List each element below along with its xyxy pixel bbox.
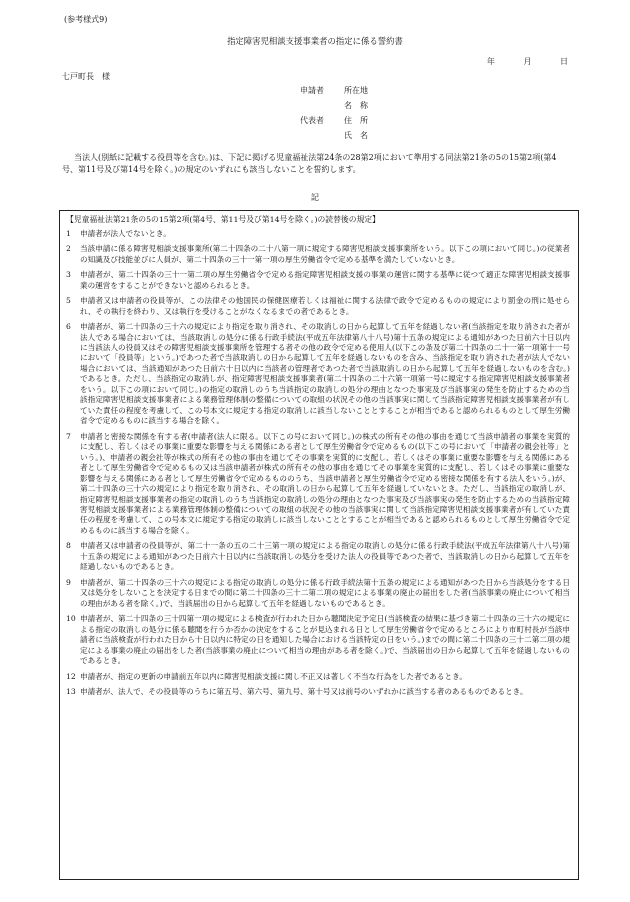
provisions-header: 【児童福祉法第21条の5の15第2項(第4号、第11号及び第14号を除く。)の読替後の規定】 [66, 215, 380, 224]
list-item [66, 270, 570, 291]
item-text: 申請者が、第二十四条の三十四第一項の規定による検査が行われた日から聴聞決定予定日(当該検査の結果に基づき第二十四条の三十六の規定による指定の取消しの処分に係る聴聞を行うか否かの決定をすることが見込まれる日として厚生労働省令で定めるところにより市町村長が当該申請者に当該検査が行われた日から十日以内に特定の日を通知した場合における当該特定の日をいう。)までの間に第二十四条の三十二第二項の規定による事業の廃止の届出をした者(当該事業の廃止について相当の理由がある者を除く。)で、当該届出の日から起算して五年を経過しないものであるとき。 [80, 614, 570, 666]
list-item [66, 672, 570, 682]
item-text: 申請者が、指定の更新の申請前五年以内に障害児相談支援に関し不正又は著しく不当な行為をした者であるとき。 [80, 671, 467, 681]
document-title: 指定障害児相談支援事業者の指定に係る誓約書 [227, 36, 403, 46]
item-number: 5 [66, 296, 71, 306]
item-text: 申請者が、第二十四条の三十六の規定により指定を取り消され、その取消しの日から起算して五年を経過しない者(当該指定を取り消された者が法人である場合においては、当該取消しの処分に係る行政手続法(平成五年法律第八十八号)第十五条の規定による通知があつた日前六十日以内に当該法人の役員又はその障害児相談支援事業所を管理する者その他の政令で定める使用人(以下この条及び第二十四条の二十一第一項第十一号において「役員等」という。)であつた者で当該取消しの日から起算して五年を経過しないものを含み、当該指定を取り消された者が法人でない場合においては、当該通知があつた日前六十日以内に当該者の管理者であつた者で当該取消しの日から起算して五年を経過しないものを含む。)であるとき。ただし、当該指定の取消しが、指定障害児相談支援事業者(第二十四条の二十六第一項第一号に規定する指定障害児相談支援事業者をいう。以下この項において同じ。)の指定の取消しのうち当該指定の取消しの処分の理由となつた事実及び当該事実の発生を防止するための当該指定障害児相談支援事業者による業務管理体制の整備についての取組の状況その他の当該事実に関して当該指定障害児相談支援事業者が有していた責任の程度を考慮して、この号本文に規定する指定の取消しに該当しないこととすることが相当であると認められるものとして厚生労働省令で定めるものに該当する場合を除く。 [80, 322, 570, 426]
list-item [66, 541, 570, 572]
item-number: 2 [66, 244, 71, 254]
item-text: 申請者と密接な関係を有する者(申請者(法人に限る。以下この号において同じ。)の株式の所有その他の事由を通じて当該申請者の事業を実質的に支配し、若しくはその事業に重要な影響を与える関係にある者として厚生労働省令で定めるもの(以下この号において「申請者の親会社等」という。)、申請者の親会社等が株式の所有その他の事由を通じてその事業を実質的に支配し、若しくはその事業に重要な影響を与える関係にある者として厚生労働省令で定めるもの又は当該申請者が株式の所有その他の事由を通じてその事業を実質的に支配し、若しくはその事業に重要な影響を与える関係にある者として厚生労働省令で定めるもののうち、当該申請者と厚生労働省令で定める密接な関係を有する法人をいう。)が、第二十四条の三十六の規定により指定を取り消され、その取消しの日から起算して五年を経過していないとき。ただし、当該指定の取消しが、指定障害児相談支援事業者の指定の取消しのうち当該指定の取消しの処分の理由となつた事実及び当該事実の発生を防止するための当該指定障害児相談支援事業者による業務管理体制の整備についての取組の状況その他の当該事実に関して当該指定障害児相談支援事業者が有していた責任の程度を考慮して、この号本文に規定する指定の取消しに該当しないこととすることが相当であると認められるものとして厚生労働省令で定めるものに該当する場合を除く。 [80, 431, 570, 535]
item-number: 7 [66, 431, 71, 441]
applicant-name-row [300, 100, 404, 115]
applicant-label: 申請者 [300, 86, 324, 95]
list-item [66, 614, 570, 666]
representative-label: 代表者 [300, 116, 324, 125]
provisions-list [66, 229, 570, 698]
representative-address-row [300, 115, 404, 130]
address-label: 所在地 [344, 86, 368, 95]
provisions-box [59, 210, 579, 880]
item-number: 12 [66, 671, 76, 681]
item-number: 9 [66, 577, 71, 587]
item-text: 申請者が法人でないとき。 [80, 228, 171, 238]
item-text: 申請者が、第二十四条の三十一第二項の厚生労働省令で定める指定障害児相談支援の事業の運営に関する基準に従つて適正な障害児相談支援事業の運営をすることができないと認められるとき。 [80, 270, 570, 290]
list-item [66, 578, 570, 609]
rep-address-label: 住 所 [344, 116, 368, 125]
date-day: 日 [560, 57, 568, 66]
list-item [66, 432, 570, 537]
applicant-address-row [300, 85, 404, 100]
form-number: (参考様式9) [64, 15, 108, 24]
item-text: 当該申請に係る障害児相談支援事業所(第二十四条の二十八第一項に規定する障害児相談支援事業所をいう。以下この項において同じ。)の従業者の知識及び技能並びに人員が、第二十四条の三十一第一項の厚生労働省令で定める基準を満たしていないとき。 [80, 244, 570, 264]
item-number: 3 [66, 270, 71, 280]
item-number: 13 [66, 687, 76, 697]
item-text: 申請者が、法人で、その役員等のうちに第五号、第六号、第九号、第十号又は前号のいずれかに該当する者のあるものであるとき。 [80, 687, 528, 697]
date-year: 年 [486, 57, 495, 66]
list-item [66, 229, 570, 239]
representative-name-row [300, 130, 404, 145]
applicant-block [300, 85, 404, 145]
item-text: 申請者が、第二十四条の三十六の規定による指定の取消しの処分に係る行政手続法第十五条の規定による通知があつた日から当該処分をする日又は処分をしないことを決定する日までの間に第二十四条の三十二第二項の規定による事業の廃止の届出をした者(当該事業の廃止について相当の理由がある者を除く。)で、当該届出の日から起算して五年を経過しないものであるとき。 [80, 577, 570, 608]
list-item [66, 687, 570, 697]
date-month: 月 [523, 57, 532, 66]
item-text: 申請者又は申請者の役員等が、この法律その他国民の保健医療若しくは福祉に関する法律で政令で定めるものの規定により罰金の刑に処せられ、その執行を終わり、又は執行を受けることがなくなるまでの者であるとき。 [80, 296, 570, 316]
date-row [461, 56, 568, 67]
item-number: 1 [66, 228, 71, 238]
name-label: 名 称 [344, 101, 368, 110]
item-number: 8 [66, 541, 71, 551]
item-text: 申請者又は申請者の役員等が、第二十一条の五の二十三第一項の規定による指定の取消しの処分に係る行政手続法(平成五年法律第八十八号)第十五条の規定による通知があつた日前六十日以内に当該取消しの処分を受けた法人の役員等であつた者で、当該取消しの日から起算して五年を経過しないものであるとき。 [80, 541, 570, 572]
item-number: 6 [66, 322, 71, 332]
item-number: 10 [66, 614, 76, 624]
list-item [66, 322, 570, 427]
addressee: 七戸町長 様 [62, 72, 110, 81]
list-item [66, 244, 570, 265]
rep-name-label: 氏 名 [344, 131, 368, 140]
list-item [66, 296, 570, 317]
pledge-statement: 当法人(別紙に記載する役員等を含む。)は、下記に掲げる児童福祉法第24条の28第2項において準用する同法第21条の5の15第2項(第4号、第11号及び第14号を除く。)の規定のいずれにも該当しないことを誓約します。 [62, 153, 557, 175]
ki-heading: 記 [310, 192, 320, 202]
